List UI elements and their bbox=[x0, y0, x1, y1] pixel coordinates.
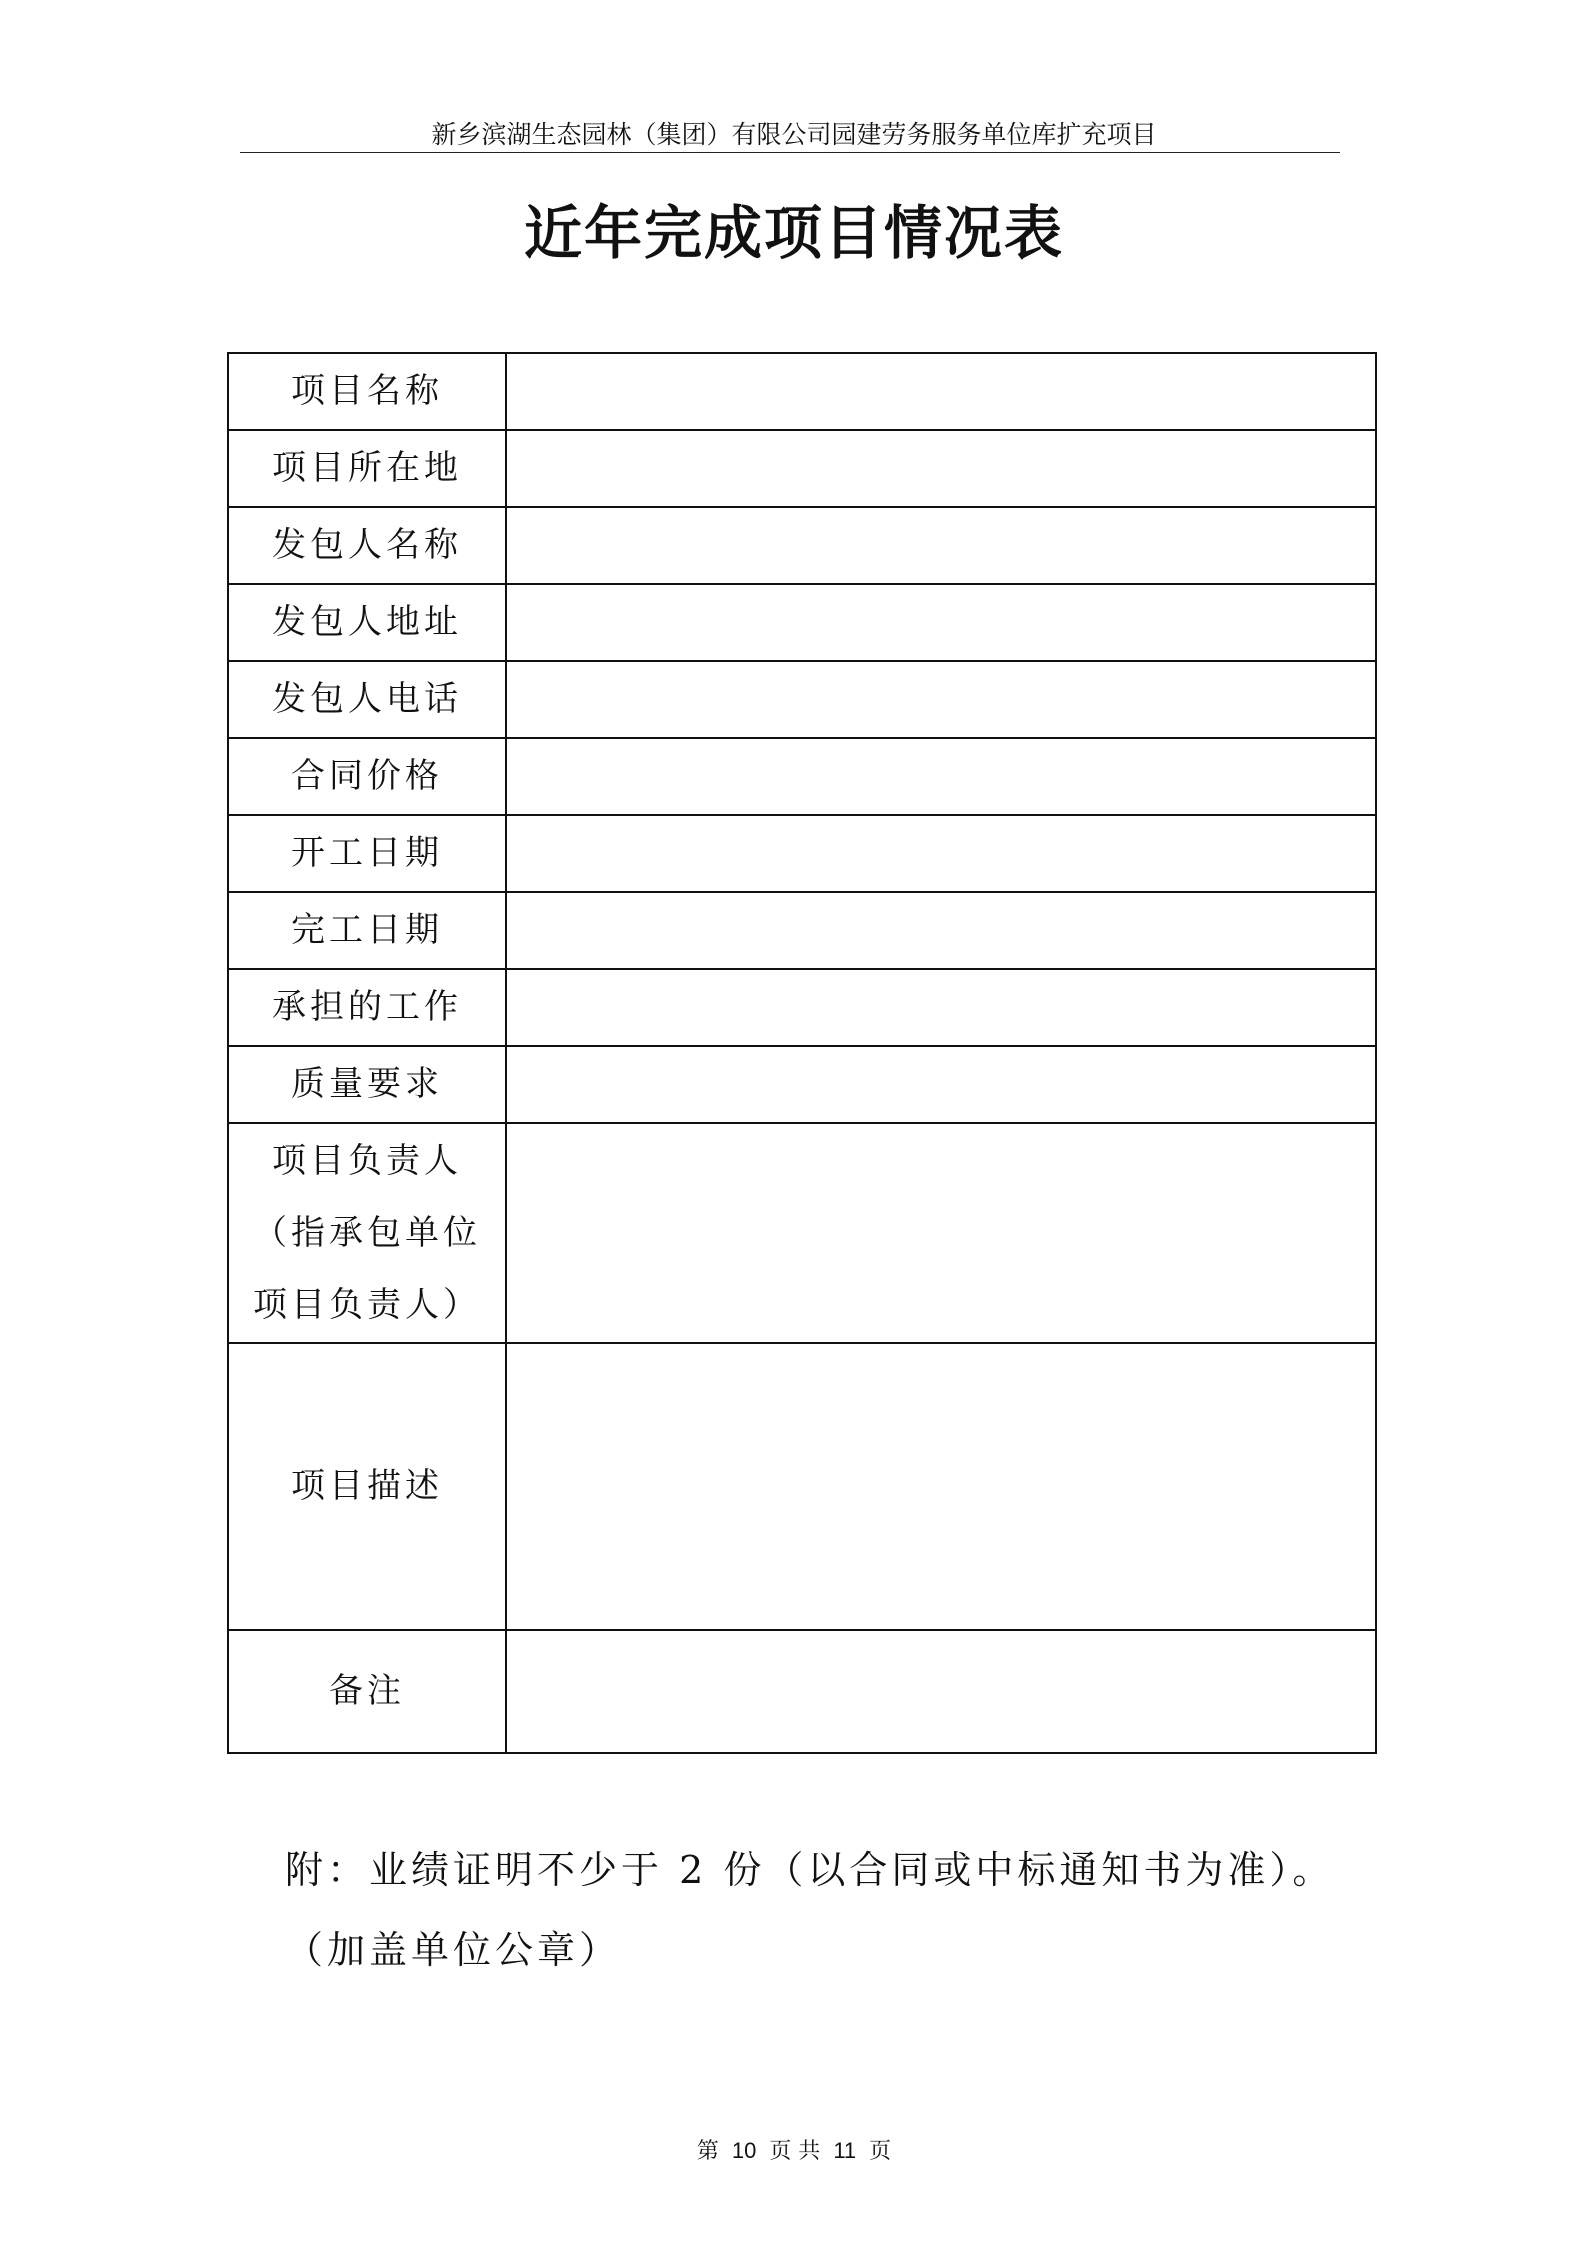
attachment-note-line1: 附：业绩证明不少于 2 份（以合同或中标通知书为准）。 bbox=[285, 1848, 1335, 1892]
field-employer-name[interactable] bbox=[506, 507, 1376, 584]
field-employer-phone[interactable] bbox=[506, 661, 1376, 738]
table-row bbox=[228, 738, 1376, 815]
field-remarks[interactable] bbox=[506, 1630, 1376, 1753]
label-remarks: 备注 bbox=[228, 1630, 506, 1753]
label-project-leader-line3: 项目负责人） bbox=[253, 1285, 481, 1325]
field-contract-price[interactable] bbox=[506, 738, 1376, 815]
footer-page-number: 10 bbox=[731, 2138, 757, 2163]
label-employer-name: 发包人名称 bbox=[228, 507, 506, 584]
label-project-location: 项目所在地 bbox=[228, 430, 506, 507]
attachment-note-line2: （加盖单位公章） bbox=[285, 1928, 622, 1972]
table-row bbox=[228, 1046, 1376, 1123]
table-row bbox=[228, 507, 1376, 584]
label-completion-date: 完工日期 bbox=[228, 892, 506, 969]
attachment-note bbox=[285, 1830, 1334, 1990]
label-project-name: 项目名称 bbox=[228, 353, 506, 430]
label-employer-phone: 发包人电话 bbox=[228, 661, 506, 738]
label-contract-price: 合同价格 bbox=[228, 738, 506, 815]
field-employer-address[interactable] bbox=[506, 584, 1376, 661]
table-row bbox=[228, 892, 1376, 969]
table-row bbox=[228, 815, 1376, 892]
field-start-date[interactable] bbox=[506, 815, 1376, 892]
footer-suffix: 页 bbox=[869, 2139, 892, 2164]
field-project-description[interactable] bbox=[506, 1343, 1376, 1630]
label-work-undertaken: 承担的工作 bbox=[228, 969, 506, 1046]
label-project-description: 项目描述 bbox=[228, 1343, 506, 1630]
table-row bbox=[228, 1123, 1376, 1343]
table-row bbox=[228, 430, 1376, 507]
table-row bbox=[228, 353, 1376, 430]
footer-total-pages: 11 bbox=[833, 2138, 857, 2163]
table-row bbox=[228, 661, 1376, 738]
table-row bbox=[228, 584, 1376, 661]
label-project-leader bbox=[228, 1123, 506, 1343]
label-project-leader-line2: （指承包单位 bbox=[253, 1213, 481, 1253]
table-row bbox=[228, 969, 1376, 1046]
table-row bbox=[228, 1343, 1376, 1630]
label-employer-address: 发包人地址 bbox=[228, 584, 506, 661]
footer-prefix: 第 bbox=[696, 2139, 719, 2164]
page-footer bbox=[0, 2137, 1588, 2166]
page-title: 近年完成项目情况表 bbox=[523, 199, 1064, 267]
label-quality-requirement: 质量要求 bbox=[228, 1046, 506, 1123]
field-quality-requirement[interactable] bbox=[506, 1046, 1376, 1123]
field-completion-date[interactable] bbox=[506, 892, 1376, 969]
page-header: 新乡滨湖生态园林（集团）有限公司园建劳务服务单位库扩充项目 bbox=[431, 120, 1157, 149]
label-project-leader-line1: 项目负责人 bbox=[272, 1141, 462, 1181]
footer-middle: 页 共 bbox=[769, 2139, 821, 2164]
header-rule bbox=[240, 152, 1340, 153]
field-project-leader[interactable] bbox=[506, 1123, 1376, 1343]
field-project-name[interactable] bbox=[506, 353, 1376, 430]
field-project-location[interactable] bbox=[506, 430, 1376, 507]
label-start-date: 开工日期 bbox=[228, 815, 506, 892]
project-info-table bbox=[227, 352, 1377, 1754]
field-work-undertaken[interactable] bbox=[506, 969, 1376, 1046]
table-row bbox=[228, 1630, 1376, 1753]
